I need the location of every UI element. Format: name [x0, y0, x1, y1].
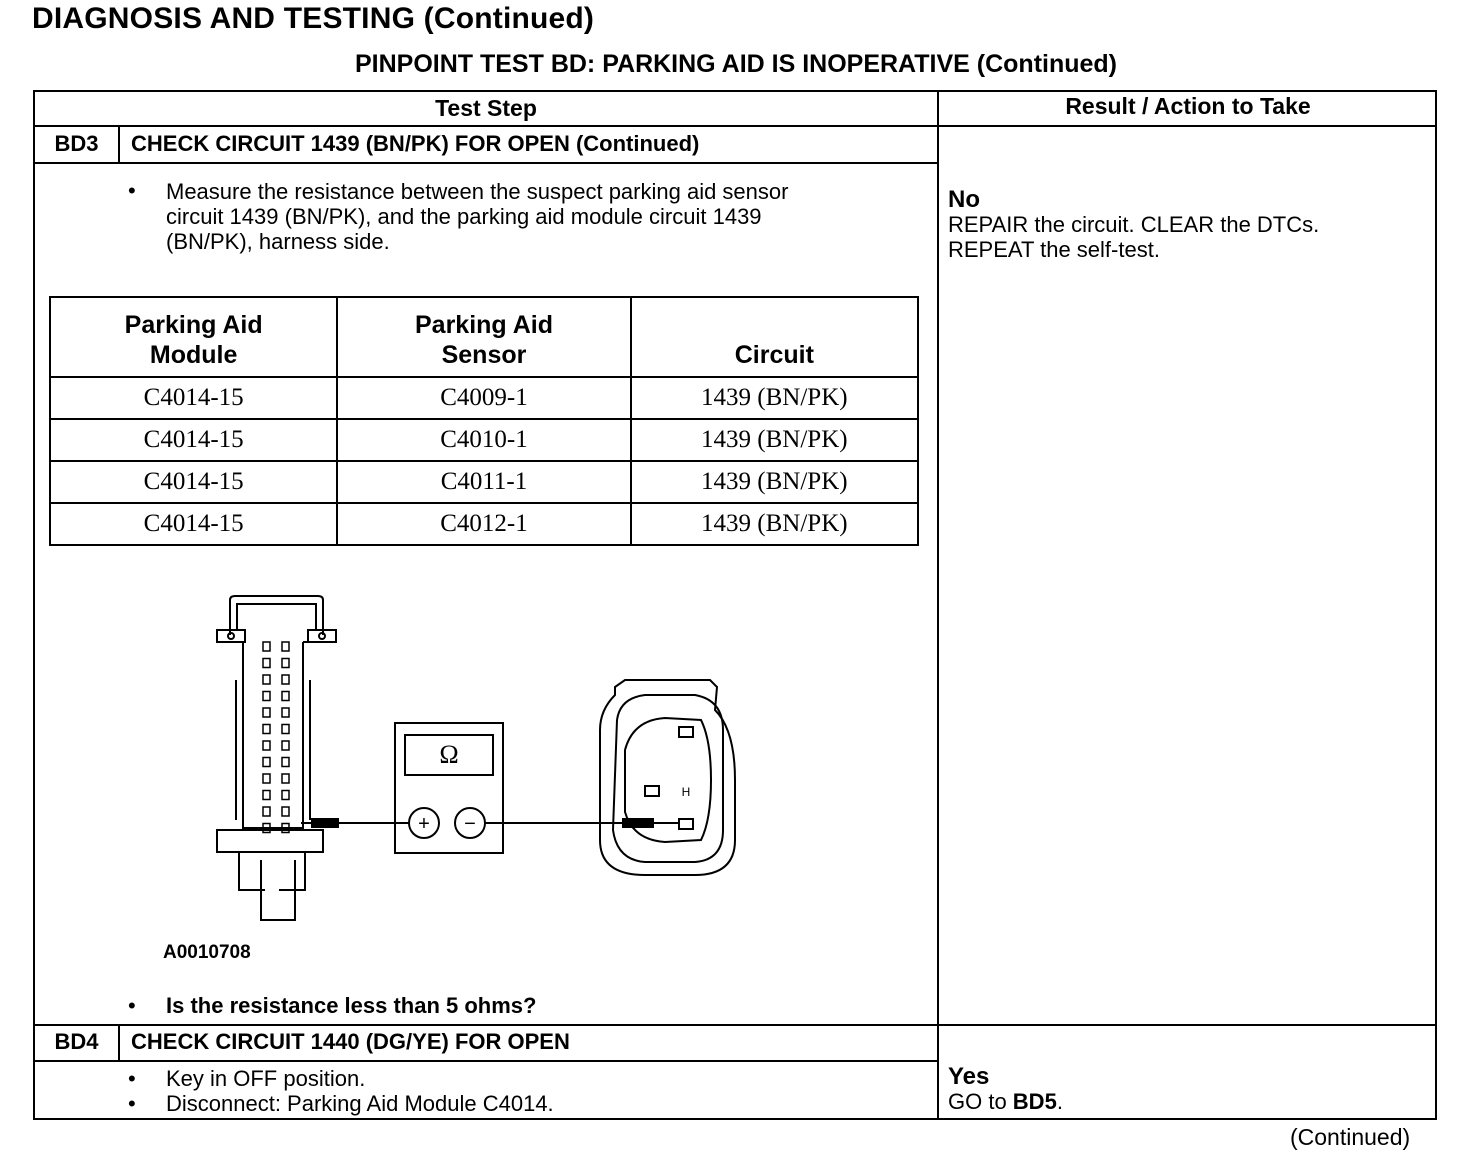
table-header-circuit: [631, 297, 918, 377]
pin-cavity: [282, 675, 289, 684]
table-cell: 1439 (BN/PK): [631, 503, 918, 545]
bullet-marker: •: [128, 178, 136, 203]
pin-cavity: [282, 758, 289, 767]
bullet-marker: •: [128, 1066, 136, 1091]
step-id: BD3: [54, 131, 99, 156]
pin-cavity: [263, 725, 270, 734]
instruction-line: Measure the resistance between the suspect parking aid sensor: [166, 179, 789, 204]
table-cell: C4012-1: [337, 503, 630, 545]
result-line: [948, 1089, 1063, 1114]
table-cell: C4014-15: [50, 419, 337, 461]
pin-cavity: [263, 675, 270, 684]
table-cell: C4014-15: [50, 503, 337, 545]
pin-cavity: [282, 791, 289, 800]
header-line: Circuit: [734, 341, 814, 369]
table-cell: 1439 (BN/PK): [631, 419, 918, 461]
pin-cavity: [282, 725, 289, 734]
pin-cavity: [263, 692, 270, 701]
step-title: CHECK CIRCUIT 1439 (BN/PK) FOR OPEN (Continued): [131, 131, 700, 156]
ohm-symbol: Ω: [439, 740, 459, 769]
circuit-table: [49, 296, 919, 546]
result-target: BD5: [1012, 1089, 1057, 1114]
measurement-diagram: [205, 590, 765, 930]
column-header-test-step: Test Step: [435, 95, 537, 121]
bd4-bullet: Disconnect: Parking Aid Module C4014.: [166, 1091, 554, 1116]
table-cell: 1439 (BN/PK): [631, 461, 918, 503]
table-row: [50, 419, 918, 461]
pin-cavity: [282, 642, 289, 651]
pin-cavity: [263, 741, 270, 750]
header-divider: [35, 125, 1437, 127]
pin-cavity: [282, 807, 289, 816]
pin-cavity: [263, 758, 270, 767]
pin-cavity: [263, 659, 270, 668]
table-header-sensor: [337, 297, 630, 377]
header-line: Parking Aid: [414, 311, 553, 339]
pin-cavity: [263, 708, 270, 717]
table-cell: C4010-1: [337, 419, 630, 461]
pin-cavity: [282, 708, 289, 717]
page-title: DIAGNOSIS AND TESTING (Continued): [32, 2, 595, 35]
instruction-line: circuit 1439 (BN/PK), and the parking aid module circuit 1439: [166, 204, 762, 229]
table-cell: C4009-1: [337, 377, 630, 419]
table-header-module: [50, 297, 337, 377]
bullet-marker: •: [128, 1091, 136, 1116]
column-divider: [937, 92, 939, 1120]
table-cell: C4014-15: [50, 461, 337, 503]
header-line: Parking Aid: [124, 311, 263, 339]
step-title: CHECK CIRCUIT 1440 (DG/YE) FOR OPEN: [131, 1029, 570, 1054]
table-cell: C4011-1: [337, 461, 630, 503]
figure-label: A0010708: [163, 942, 251, 963]
bd4-bullet: Key in OFF position.: [166, 1066, 366, 1091]
bd3-id-divider: [118, 125, 120, 163]
step-id: BD4: [54, 1029, 99, 1054]
bd3-instruction: [166, 179, 906, 254]
pin-cavity: [282, 659, 289, 668]
continued-label: (Continued): [1290, 1124, 1411, 1150]
table-cell: C4014-15: [50, 377, 337, 419]
pin-cavity: [282, 774, 289, 783]
header-line: Module: [149, 341, 238, 369]
instruction-line: (BN/PK), harness side.: [166, 229, 390, 254]
sensor-connector-icon: [600, 680, 735, 875]
pin-cavity: [263, 642, 270, 651]
minus-terminal: −: [464, 813, 476, 835]
pin-cavity: [263, 807, 270, 816]
bd4-result: [948, 1064, 1063, 1114]
sensor-pin-mark: H: [681, 785, 691, 799]
table-row: [50, 461, 918, 503]
result-line: REPAIR the circuit. CLEAR the DTCs.: [948, 212, 1320, 237]
pin-cavity: [263, 791, 270, 800]
module-connector-icon: [217, 596, 336, 920]
table-row: [50, 377, 918, 419]
bd4-top-divider: [35, 1024, 1437, 1026]
result-heading: Yes: [948, 1063, 990, 1090]
plus-terminal: +: [418, 813, 430, 835]
header-line: Sensor: [441, 341, 527, 369]
result-text: GO to: [948, 1089, 1013, 1114]
pinpoint-test-title: PINPOINT TEST BD: PARKING AID IS INOPERATIVE (Continued): [354, 50, 1118, 78]
test-leads: [301, 819, 679, 827]
bd3-title-divider: [35, 162, 937, 164]
table-header-row: [50, 297, 918, 377]
pin-cavity: [282, 741, 289, 750]
result-heading: No: [948, 186, 980, 213]
bd3-result: [948, 187, 1319, 262]
table-cell: 1439 (BN/PK): [631, 377, 918, 419]
bullet-marker: •: [128, 993, 136, 1018]
test-question: Is the resistance less than 5 ohms?: [166, 993, 537, 1018]
column-header-result: Result / Action to Take: [1065, 93, 1311, 119]
table-row: [50, 503, 918, 545]
bd4-id-divider: [118, 1024, 120, 1061]
result-suffix: .: [1056, 1089, 1063, 1114]
result-line: REPEAT the self-test.: [948, 237, 1160, 262]
bd4-title-divider: [35, 1060, 937, 1062]
pin-cavity: [263, 774, 270, 783]
connector-pins-icon: [263, 642, 289, 833]
pin-cavity: [282, 692, 289, 701]
